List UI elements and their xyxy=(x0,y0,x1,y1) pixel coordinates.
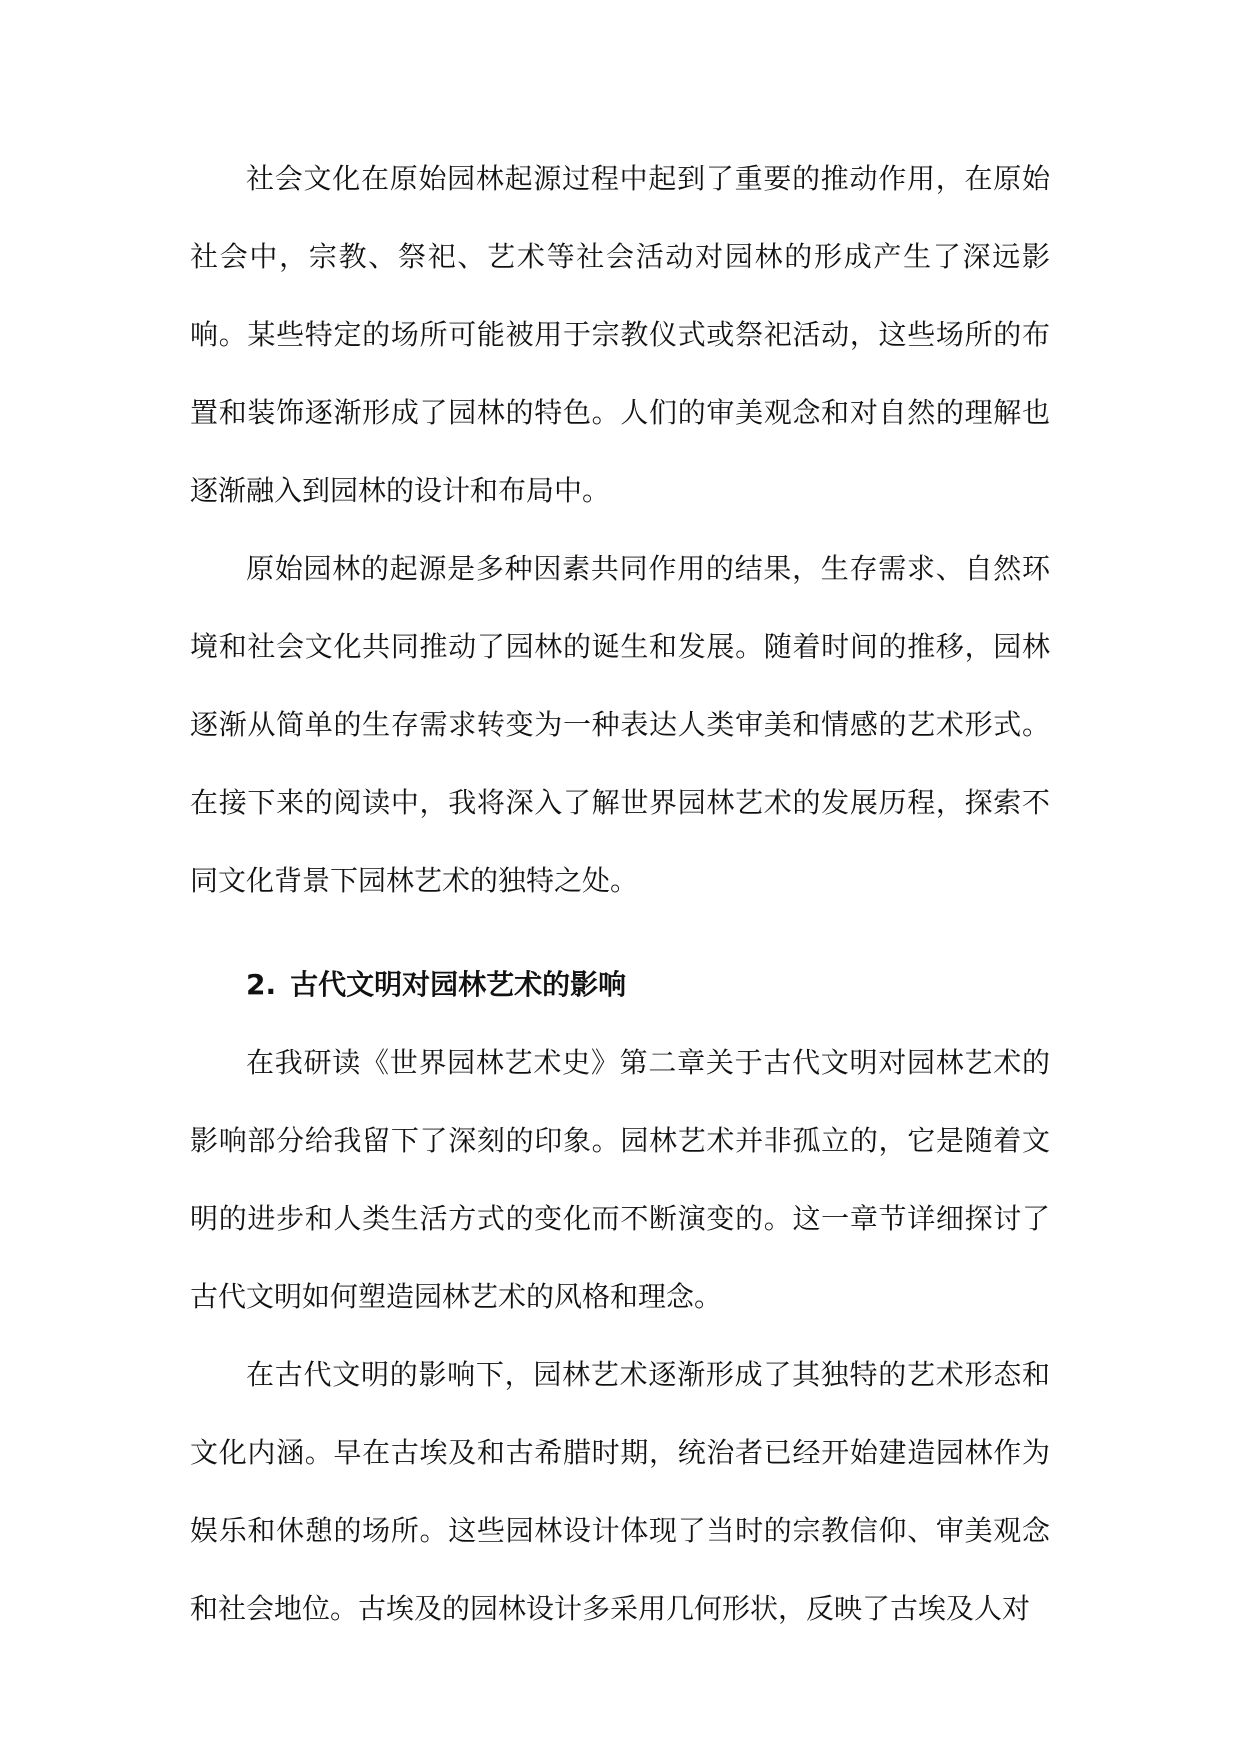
paragraph-social-culture: 社会文化在原始园林起源过程中起到了重要的推动作用，在原始社会中，宗教、祭祀、艺术等社会活动对园林的形成产生了深远影响。某些特定的场所可能被用于宗教仪式或祭祀活动，这些场所的布置和装饰逐渐形成了园林的特色。人们的审美观念和对自然的理解也逐渐融入到园林的设计和布局中。 xyxy=(190,162,1050,507)
section-title: 古代文明对园林艺术的影响 xyxy=(290,968,627,1001)
paragraph-origin-summary: 原始园林的起源是多种因素共同作用的结果，生存需求、自然环境和社会文化共同推动了园林的诞生和发展。随着时间的推移，园林逐渐从简单的生存需求转变为一种表达人类审美和情感的艺术形式。在接下来的阅读中，我将深入了解世界园林艺术的发展历程，探索不同文化背景下园林艺术的独特之处。 xyxy=(190,552,1050,897)
section-heading xyxy=(190,946,1050,1024)
paragraph-chapter-impression: 在我研读《世界园林艺术史》第二章关于古代文明对园林艺术的影响部分给我留下了深刻的印象。园林艺术并非孤立的，它是随着文明的进步和人类生活方式的变化而不断演变的。这一章节详细探讨了古代文明如何塑造园林艺术的风格和理念。 xyxy=(190,1046,1050,1313)
paragraph-ancient-influence: 在古代文明的影响下，园林艺术逐渐形成了其独特的艺术形态和文化内涵。早在古埃及和古希腊时期，统治者已经开始建造园林作为娱乐和休憩的场所。这些园林设计体现了当时的宗教信仰、审美观念和社会地位。古埃及的园林设计多采用几何形状，反映了古埃及人对 xyxy=(190,1358,1050,1625)
document-body xyxy=(190,140,1050,1648)
section-number: 2. xyxy=(246,968,277,1001)
